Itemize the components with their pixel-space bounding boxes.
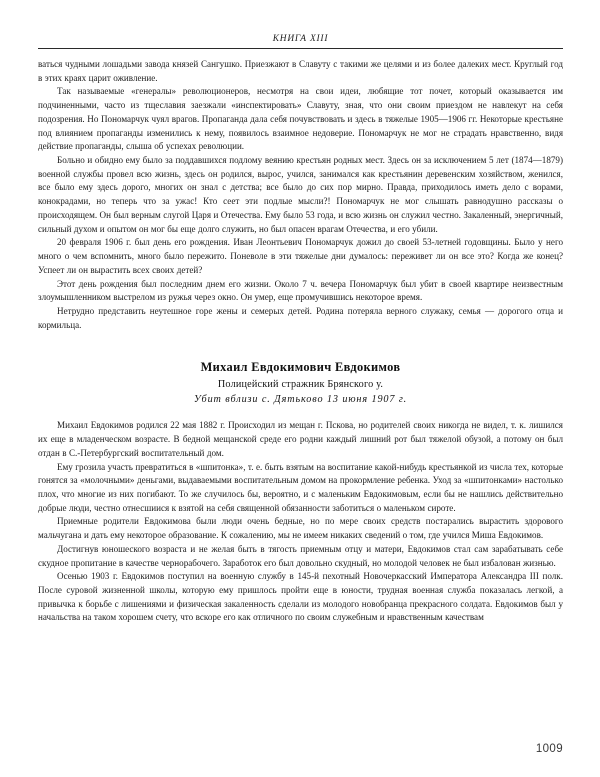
paragraph: Этот день рождения был последним днем его жизни. Около 7 ч. вечера Пономарчук был убит в своей квартире неизвестным злоумышленником выстрелом из ружья через окно. Он умер, еще промучившись некоторое время. — [38, 278, 563, 303]
paragraph: Достигнув юношеского возраста и не желая быть в тягость приемным отцу и матери, Евдокимов стал сам зарабатывать себе скудное пропитание в качестве чернорабочего. Заработок его был довольно скудный, но молодой человек не был избалован жизнью. — [38, 543, 563, 568]
paragraph: Больно и обидно ему было за поддавшихся подлому веянию крестьян родных мест. Здесь он за исключением 5 лет (1874—1879) военной службы провел всю жизнь, здесь он родился, вырос, учился, занимался как крестьянин деревенским хозяйством, женился, все было ему здесь дорого, многих он знал с детства; все было до сих пор мирно. Правда, приходилось иметь дело с ворами, конокрадами, но теперь что за ужас! Кто сеет эти подлые мысли?! Пономарчук не мог слышать равнодушно рассказы о происходящем. Он был верным слугой Царя и Отечества. Ему было 53 года, и всю жизнь он служил честно. Закаленный, энергичный, сильный духом и опытом он мог бы еще долго служить, но был опасен врагам Отечества, и его убили. — [38, 155, 563, 234]
paragraph: Так называемые «генералы» революционеров, несмотря на свои идеи, любящие тот почет, который оказывается им подчиненными, часто из тщеславия заезжали «инспектировать» Славуту, зная, что они своим приездом не навлекут на себя подозрения. Но Пономарчук чуял врагов. Пропаганда дала себя почувствовать и здесь в тяжелые 1905—1906 гг. Некоторые крестьяне под влиянием пропаганды изменились к нему, появилось взаимное недоверие. Пономарчук не мог не страдать нравственно, видя действие пропаганды, слыша об успехах революции. — [38, 86, 563, 152]
header-rule — [38, 48, 563, 49]
paragraph: Приемные родители Евдокимова были люди очень бедные, но по мере своих средств постарались вырастить здорового мальчугана и дать ему некоторое образование. К сожалению, мы не имеем никаких сведений о том, где учился Миша Евдокимов. — [38, 516, 563, 541]
paragraph: Ему грозила участь превратиться в «шпитонка», т. е. быть взятым на воспитание какой-нибудь крестьянкой из числа тех, которые гонятся за «молочными» деньгами, выдаваемыми воспитательным домом на прокормление ребенка. Уход за «шпитонками» настолько плох, что многие из них погибают. То же случилось бы, вероятно, и с маленьким Евдокимовым, если бы не нашлись действительно добрые люди, честно отнесшиися к взятой на себя священной обязанности заботиться о маленьком сироте. — [38, 461, 563, 513]
entry-killed-line: Убит вблизи с. Дятьково 13 июня 1907 г. — [193, 394, 408, 406]
entry-heading — [38, 359, 563, 407]
continued-text-block — [38, 58, 563, 332]
entry-rank-line: Полицейский стражник Брянского у. — [217, 379, 384, 391]
running-head: КНИГА XIII — [272, 34, 329, 44]
paragraph: 20 февраля 1906 г. был день его рождения. Иван Леонтьевич Пономарчук дожил до своей 53-летней годовщины. Было у него много о чем вспомнить, много было пережито. Поневоле в эти тяжелые дни думалось: переживет ли он все это? Когда же конец? Успеет ли он вырастить всех своих детей? — [38, 237, 563, 275]
entry-person-name: Михаил Евдокимович Евдокимов — [200, 360, 401, 375]
paragraph: Михаил Евдокимов родился 22 мая 1882 г. Происходил из мещан г. Пскова, но родителей своих никогда не видел, т. к. лишился их еще в младенческом возрасте. В бедной мещанской среде его родни каждый лишний рот был тяжелой обузой, а потому он был отдан в С.-Петербургский воспитательный дом. — [38, 420, 563, 458]
page-number: 1009 — [535, 743, 563, 755]
paragraph: Нетрудно представить неутешное горе жены и семерых детей. Родина потеряла верного служаку, семья — дорогого отца и кормильца. — [38, 305, 563, 330]
page-content — [38, 0, 563, 625]
paragraph: ваться чудными лошадьми завода князей Сангушко. Приезжают в Славуту с такими же целями и из более далеких мест. Круглый год в этих краях царит оживление. — [38, 59, 563, 83]
entry-text-block — [38, 419, 563, 625]
paragraph: Осенью 1903 г. Евдокимов поступил на военную службу в 145-й пехотный Новочеркасский Императора Александра III полк. После суровой жизненной школы, которую ему пришлось пройти еще в юности, трудная военная служба показалась легкой, а привычка к борьбе с лишениями и физическая закаленность сделали из молодого новобранца прекрасного солдата. Евдокимов был у начальства на таком хорошем счету, что вскоре его как отличного по своим служебным и нравственным качествам — [38, 571, 563, 623]
